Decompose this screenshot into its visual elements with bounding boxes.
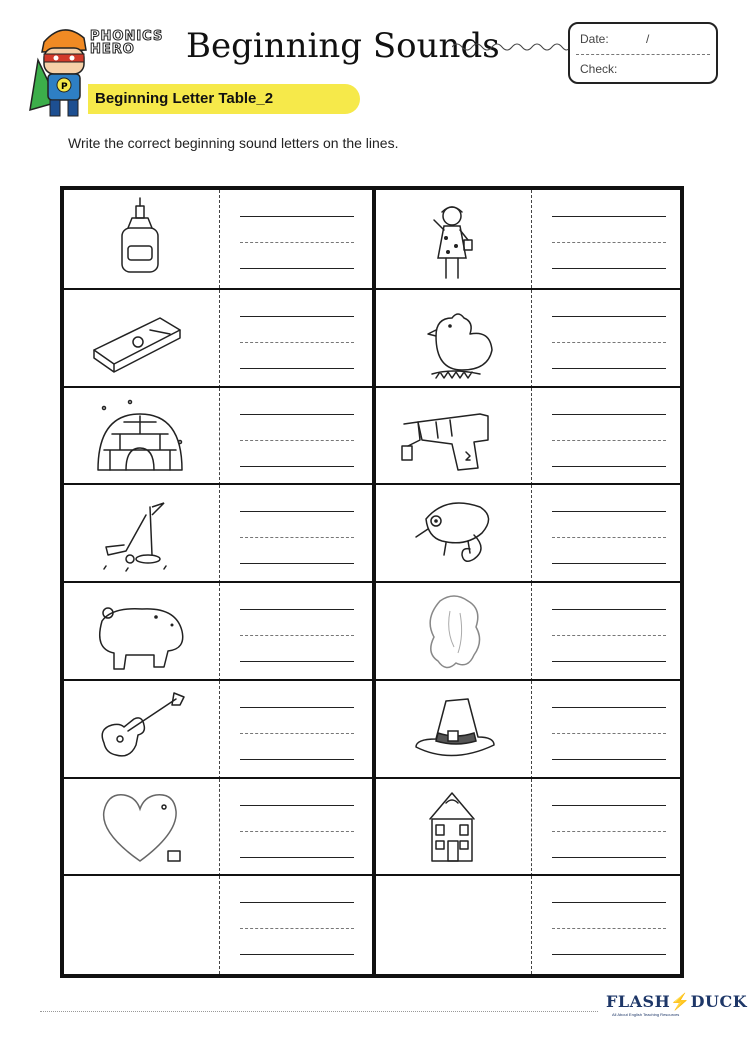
date-check-box: [568, 22, 718, 84]
hen-icon: [376, 290, 530, 387]
table-cell-left: [64, 290, 372, 388]
cell-divider: [531, 779, 532, 877]
table-cell-left: [64, 388, 372, 486]
writing-line-mid[interactable]: [552, 242, 666, 243]
table-row: [64, 874, 680, 974]
beginning-letter-table: [60, 186, 684, 978]
cell-divider: [531, 290, 532, 388]
cell-divider: [531, 681, 532, 779]
table-cell-right: [376, 681, 684, 779]
writing-line-mid[interactable]: [240, 242, 354, 243]
writing-line-top[interactable]: [552, 316, 666, 317]
glue-bottle-icon: [64, 190, 218, 287]
toy-gun-icon: [376, 388, 530, 485]
table-cell-right: [376, 876, 684, 974]
worksheet-header: [0, 0, 748, 130]
table-row: [64, 777, 680, 877]
cell-divider: [531, 485, 532, 583]
cell-divider: [531, 190, 532, 288]
hair-icon: [376, 583, 530, 680]
table-cell-left: [64, 190, 372, 288]
gum-pack-icon: [64, 290, 218, 387]
cell-divider: [531, 388, 532, 486]
table-row: [64, 581, 680, 681]
hippo-icon: [64, 583, 218, 680]
golf-club-icon: [64, 485, 218, 582]
writing-line-base[interactable]: [240, 268, 354, 269]
writing-line-mid[interactable]: [552, 537, 666, 538]
table-row: [64, 386, 680, 486]
writing-line-top[interactable]: [552, 511, 666, 512]
writing-line-base[interactable]: [552, 563, 666, 564]
writing-line-top[interactable]: [552, 902, 666, 903]
writing-line-base[interactable]: [552, 857, 666, 858]
writing-line-top[interactable]: [240, 414, 354, 415]
writing-line-mid[interactable]: [240, 342, 354, 343]
writing-line-mid[interactable]: [552, 733, 666, 734]
writing-line-mid[interactable]: [240, 537, 354, 538]
chameleon-icon: [376, 485, 530, 582]
date-divider: [576, 54, 710, 55]
cell-divider: [219, 485, 220, 583]
table-cell-left: [64, 779, 372, 877]
writing-line-mid[interactable]: [240, 928, 354, 929]
writing-line-base[interactable]: [240, 563, 354, 564]
cell-divider: [219, 388, 220, 486]
check-label: Check:: [580, 62, 618, 76]
writing-line-top[interactable]: [552, 216, 666, 217]
writing-line-mid[interactable]: [552, 928, 666, 929]
table-cell-left: [64, 876, 372, 974]
writing-line-base[interactable]: [552, 268, 666, 269]
page-title: Beginning Sounds: [186, 26, 500, 66]
table-cell-left: [64, 485, 372, 583]
house-icon: [376, 779, 530, 876]
writing-line-top[interactable]: [240, 609, 354, 610]
writing-line-top[interactable]: [552, 805, 666, 806]
writing-line-top[interactable]: [240, 805, 354, 806]
writing-line-top[interactable]: [240, 902, 354, 903]
worksheet-subtitle: Beginning Letter Table_2: [95, 90, 274, 107]
writing-line-top[interactable]: [240, 707, 354, 708]
writing-line-base[interactable]: [240, 857, 354, 858]
writing-line-base[interactable]: [552, 368, 666, 369]
writing-line-mid[interactable]: [240, 635, 354, 636]
flash-duck-logo: FLASH⚡DUCK: [606, 992, 748, 1011]
table-cell-right: [376, 190, 684, 288]
logo-tagline: All About English Teaching Resources: [612, 1012, 680, 1017]
table-cell-left: [64, 681, 372, 779]
cell-divider: [219, 681, 220, 779]
table-row: [64, 190, 680, 288]
table-cell-left: [64, 583, 372, 681]
writing-line-mid[interactable]: [240, 733, 354, 734]
writing-line-base[interactable]: [240, 661, 354, 662]
writing-line-top[interactable]: [240, 316, 354, 317]
igloo-icon: [64, 388, 218, 485]
writing-line-top[interactable]: [240, 216, 354, 217]
writing-line-base[interactable]: [240, 954, 354, 955]
writing-line-base[interactable]: [240, 466, 354, 467]
table-cell-right: [376, 388, 684, 486]
table-cell-right: [376, 779, 684, 877]
cell-divider: [219, 583, 220, 681]
footer-divider: [40, 1011, 598, 1012]
writing-line-mid[interactable]: [552, 440, 666, 441]
svg-text:P: P: [61, 82, 68, 92]
cell-divider: [531, 583, 532, 681]
writing-line-top[interactable]: [552, 707, 666, 708]
cell-divider: [219, 190, 220, 288]
instructions: Write the correct beginning sound letters on the lines.: [68, 135, 399, 151]
writing-line-mid[interactable]: [552, 635, 666, 636]
writing-line-mid[interactable]: [240, 440, 354, 441]
table-cell-right: [376, 290, 684, 388]
writing-line-base[interactable]: [552, 954, 666, 955]
writing-line-base[interactable]: [552, 466, 666, 467]
writing-line-top[interactable]: [240, 511, 354, 512]
squiggle-decoration-icon: [452, 40, 570, 54]
writing-line-mid[interactable]: [552, 342, 666, 343]
writing-line-mid[interactable]: [240, 831, 354, 832]
girl-icon: [376, 190, 530, 287]
writing-line-top[interactable]: [552, 609, 666, 610]
cell-divider: [219, 290, 220, 388]
table-row: [64, 679, 680, 779]
hat-icon: [376, 681, 530, 778]
table-row: [64, 483, 680, 583]
cell-divider: [219, 876, 220, 974]
date-separator: /: [646, 32, 650, 46]
brand-name: PHONICS HERO: [90, 29, 164, 57]
writing-line-base[interactable]: [552, 661, 666, 662]
writing-line-mid[interactable]: [552, 831, 666, 832]
table-row: [64, 288, 680, 388]
writing-line-base[interactable]: [240, 368, 354, 369]
writing-line-base[interactable]: [552, 759, 666, 760]
heart-icon: [64, 779, 218, 876]
writing-line-base[interactable]: [240, 759, 354, 760]
writing-line-top[interactable]: [552, 414, 666, 415]
guitar-icon: [64, 681, 218, 778]
table-cell-right: [376, 583, 684, 681]
cell-divider: [219, 779, 220, 877]
date-label: Date:: [580, 32, 609, 46]
table-cell-right: [376, 485, 684, 583]
cell-divider: [531, 876, 532, 974]
